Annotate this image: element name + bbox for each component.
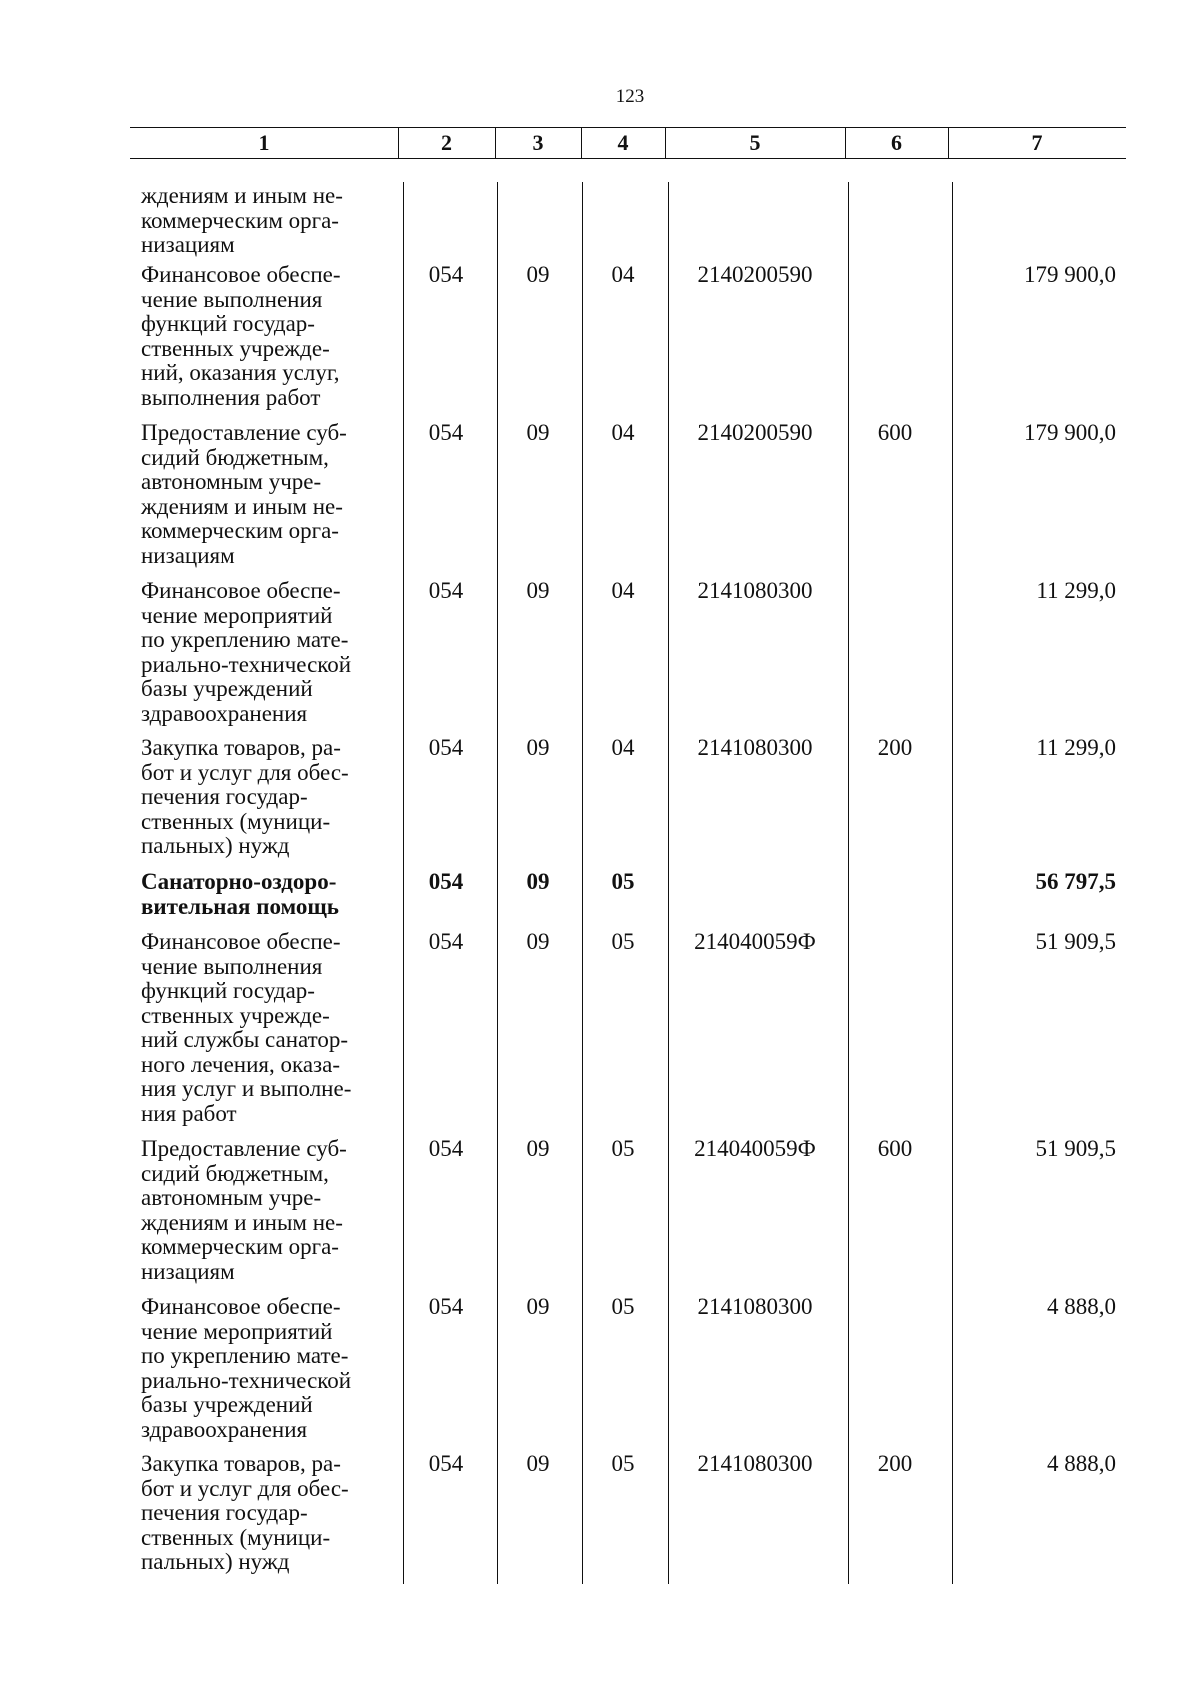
subsection-code: 04 [611, 262, 635, 287]
column-header-7: 7 [1031, 130, 1043, 155]
amount: 51 909,5 [1035, 1136, 1116, 1161]
amount: 179 900,0 [1024, 262, 1116, 287]
column-header-4: 4 [617, 130, 629, 155]
ministry-code: 054 [428, 1136, 464, 1161]
row-description: Финансовое обеспе- чение мероприятий по укреплению мате- риально-технической базы учреждений здравоохранения [141, 1294, 352, 1442]
page-number: 123 [615, 86, 645, 107]
subsection-code: 05 [611, 929, 635, 954]
expense-type-code: 200 [877, 1451, 913, 1476]
amount: 56 797,5 [1035, 869, 1116, 894]
amount: 4 888,0 [1047, 1451, 1116, 1476]
section-code: 09 [526, 929, 550, 954]
ministry-code: 054 [428, 578, 464, 603]
column-divider [848, 182, 849, 1584]
section-code: 09 [526, 735, 550, 760]
ministry-code: 054 [428, 1451, 464, 1476]
target-article-code: 2141080300 [697, 1294, 813, 1319]
expense-type-code: 600 [877, 1136, 913, 1161]
ministry-code: 054 [428, 1294, 464, 1319]
target-article-code: 2141080300 [697, 735, 813, 760]
subsection-code: 05 [611, 1294, 635, 1319]
target-article-code: 2141080300 [697, 578, 813, 603]
section-code: 09 [526, 578, 550, 603]
table-header-rule [130, 158, 1126, 159]
ministry-code: 054 [428, 869, 464, 894]
subsection-code: 04 [611, 578, 635, 603]
target-article-code: 2140200590 [697, 420, 813, 445]
header-divider [665, 128, 666, 158]
amount: 51 909,5 [1035, 929, 1116, 954]
expense-type-code: 600 [877, 420, 913, 445]
row-description: Финансовое обеспе- чение мероприятий по укреплению мате- риально-технической базы учреждений здравоохранения [141, 578, 352, 726]
section-code: 09 [526, 1136, 550, 1161]
header-divider [581, 128, 582, 158]
column-header-1: 1 [258, 130, 270, 155]
target-article-code: 214040059Ф [694, 1136, 816, 1161]
section-code: 09 [526, 869, 550, 894]
header-divider [495, 128, 496, 158]
section-code: 09 [526, 420, 550, 445]
target-article-code: 2140200590 [697, 262, 813, 287]
column-divider [668, 182, 669, 1584]
subsection-code: 05 [611, 1136, 635, 1161]
amount: 179 900,0 [1024, 420, 1116, 445]
ministry-code: 054 [428, 929, 464, 954]
column-header-6: 6 [891, 130, 902, 155]
row-description: Предоставление суб- сидий бюджетным, автономным учре- ждениям и иным не- коммерческим орга- низациям [141, 1136, 347, 1284]
column-header-3: 3 [532, 130, 544, 155]
ministry-code: 054 [428, 420, 464, 445]
ministry-code: 054 [428, 735, 464, 760]
amount: 4 888,0 [1047, 1294, 1116, 1319]
column-header-2: 2 [441, 130, 452, 155]
section-code: 09 [526, 262, 550, 287]
column-header-5: 5 [749, 130, 761, 155]
table-top-rule [130, 127, 1126, 128]
header-divider [845, 128, 846, 158]
target-article-code: 214040059Ф [694, 929, 816, 954]
subsection-code: 04 [611, 735, 635, 760]
row-description: Финансовое обеспе- чение выполнения функций государ- ственных учрежде- ний службы санатор- ного лечения, оказа- ния услуг и выполне- ния работ [141, 929, 352, 1126]
header-divider [948, 128, 949, 158]
row-description: Закупка товаров, ра- бот и услуг для обес- печения государ- ственных (муници- пальных) нужд [141, 735, 349, 858]
section-code: 09 [526, 1451, 550, 1476]
row-description: Закупка товаров, ра- бот и услуг для обес- печения государ- ственных (муници- пальных) нужд [141, 1451, 349, 1574]
target-article-code: 2141080300 [697, 1451, 813, 1476]
subsection-code: 05 [611, 1451, 635, 1476]
subsection-code: 04 [611, 420, 635, 445]
row-description: ждениям и иным не- коммерческим орга- низациям [141, 183, 343, 257]
section-code: 09 [526, 1294, 550, 1319]
row-description: Финансовое обеспе- чение выполнения функций государ- ственных учрежде- ний, оказания услуг, выполнения работ [141, 262, 341, 410]
header-divider [398, 128, 399, 158]
row-description: Санаторно-оздоро- вительная помощь [141, 869, 339, 919]
amount: 11 299,0 [1036, 735, 1116, 760]
ministry-code: 054 [428, 262, 464, 287]
expense-type-code: 200 [877, 735, 913, 760]
subsection-code: 05 [611, 869, 635, 894]
row-description: Предоставление суб- сидий бюджетным, автономным учре- ждениям и иным не- коммерческим орга- низациям [141, 420, 347, 568]
amount: 11 299,0 [1036, 578, 1116, 603]
